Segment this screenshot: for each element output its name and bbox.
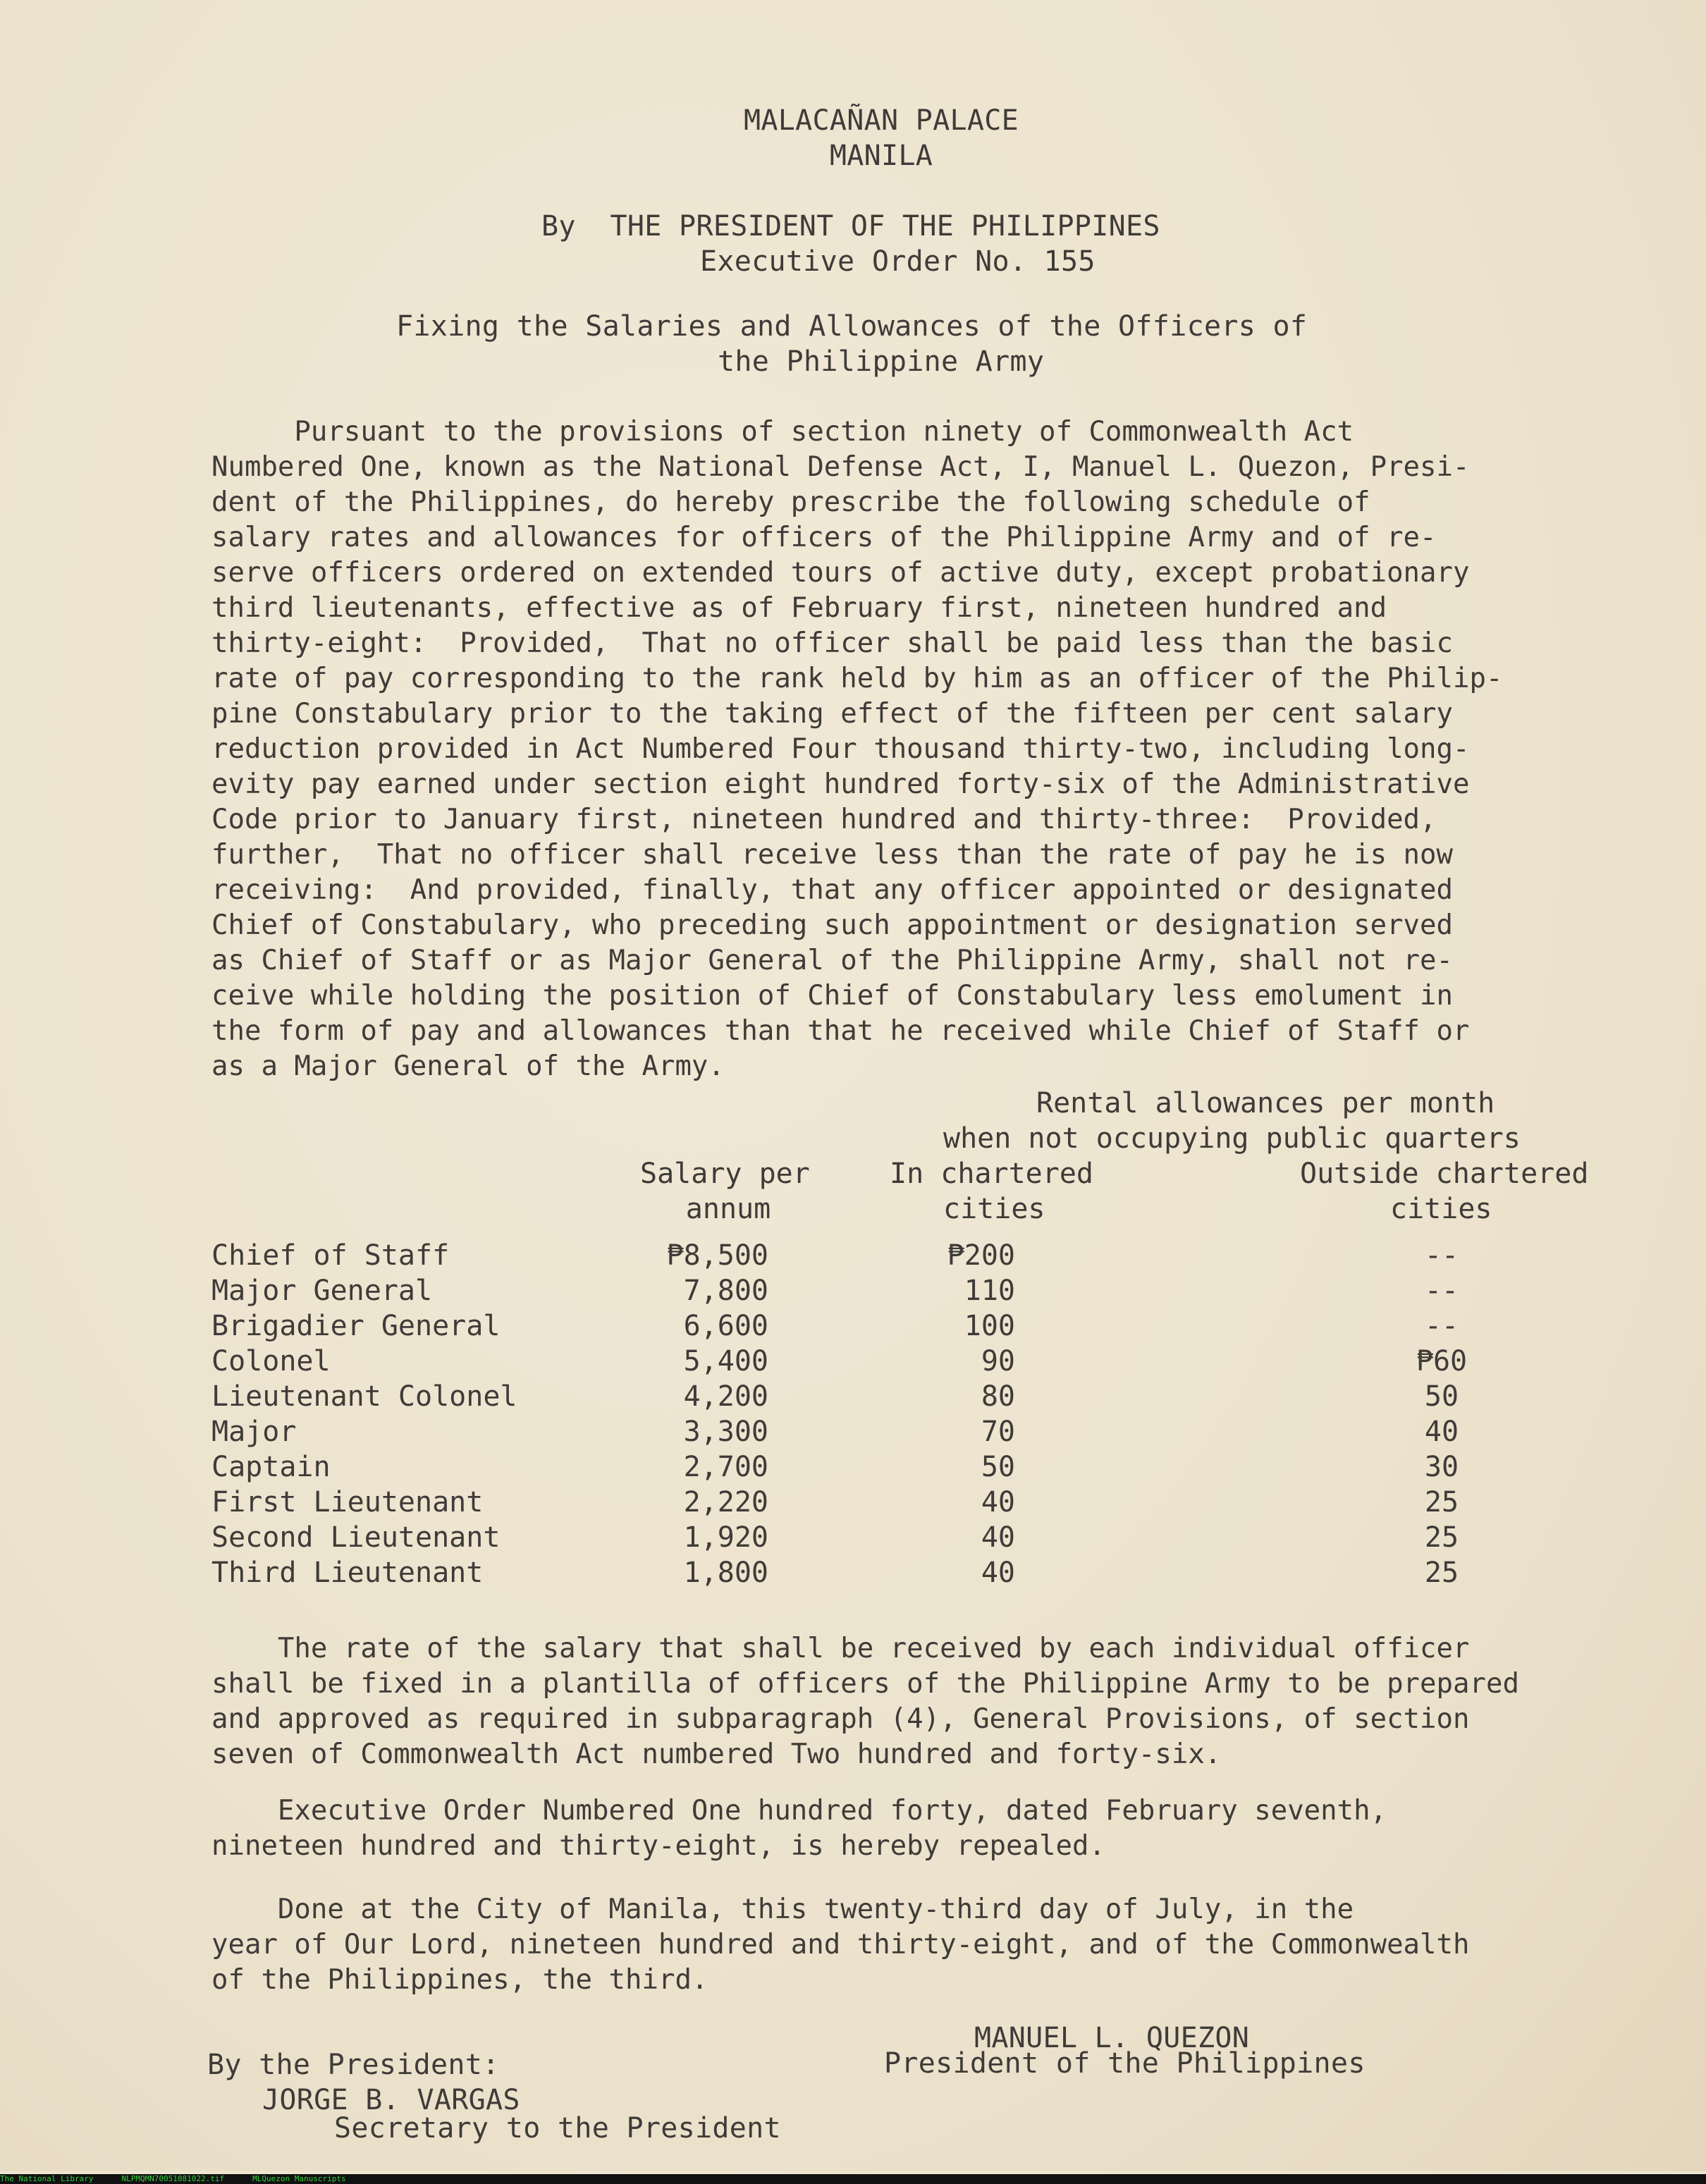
paragraph-line: as Chief of Staff or as Major General of the Philippine Army, shall not re- <box>211 945 1453 976</box>
outside-header-2: cities <box>1390 1193 1492 1225</box>
salary-cell: 7,800 <box>683 1275 768 1307</box>
rank-cell: Colonel <box>211 1345 331 1378</box>
in-city-cell: 70 <box>981 1416 1015 1448</box>
outside-cell: 40 <box>1424 1416 1459 1448</box>
outside-header-1: Outside chartered <box>1300 1158 1589 1190</box>
outside-cell: 50 <box>1424 1380 1459 1413</box>
in-city-header-1: In chartered <box>890 1158 1093 1190</box>
paragraph-line: Code prior to January first, nineteen hundred and thirty-three: Provided, <box>211 804 1437 835</box>
rank-cell: Captain <box>211 1451 331 1483</box>
paragraph-line: Executive Order Numbered One hundred forty, dated February seventh, <box>211 1795 1387 1827</box>
rank-cell: Third Lieutenant <box>211 1557 484 1589</box>
collection-label: MLQuezon Manuscripts <box>252 2174 346 2183</box>
city-heading: MANILA <box>829 140 933 172</box>
paragraph-line: seven of Commonwealth Act numbered Two hundred and forty-six. <box>211 1738 1222 1770</box>
paragraph-line: evity pay earned under section eight hundred forty-six of the Administrative <box>211 768 1470 800</box>
paragraph-line: as a Major General of the Army. <box>211 1050 725 1082</box>
rank-cell: First Lieutenant <box>211 1486 484 1519</box>
paragraph-line: reduction provided in Act Numbered Four thousand thirty-two, including long- <box>211 733 1470 765</box>
in-city-cell: ₱200 <box>947 1239 1015 1272</box>
in-city-cell: 40 <box>981 1521 1015 1554</box>
paragraph-line: ceive while holding the position of Chief of Constabulary less emolument in <box>211 980 1453 1012</box>
outside-cell: -- <box>1424 1275 1459 1307</box>
paragraph-line: serve officers ordered on extended tours of active duty, except probationary <box>211 557 1470 589</box>
paragraph-line: receiving: And provided, finally, that any officer appointed or designated <box>211 874 1453 906</box>
paragraph-line: third lieutenants, effective as of February first, nineteen hundred and <box>211 592 1387 624</box>
paragraph-line: The rate of the salary that shall be received by each individual officer <box>211 1633 1470 1664</box>
rental-header-2: when not occupying public quarters <box>943 1122 1521 1155</box>
by-line: By THE PRESIDENT OF THE PHILIPPINES <box>541 210 1160 243</box>
library-label: The National Library <box>0 2174 94 2183</box>
paragraph-line: shall be fixed in a plantilla of officers of the Philippine Army to be prepared <box>211 1668 1519 1700</box>
paragraph-line: year of Our Lord, nineteen hundred and thirty-eight, and of the Commonwealth <box>211 1929 1470 1961</box>
rental-header-1: Rental allowances per month <box>1036 1087 1495 1119</box>
in-city-cell: 100 <box>964 1310 1015 1342</box>
rank-cell: Major <box>211 1416 297 1448</box>
salary-cell: 1,800 <box>683 1557 768 1589</box>
title-line-1: Fixing the Salaries and Allowances of the Officers of <box>396 310 1308 343</box>
paragraph-line: pine Constabulary prior to the taking effect of the fifteen per cent salary <box>211 698 1453 730</box>
title-line-2: the Philippine Army <box>718 345 1045 378</box>
salary-cell: 2,220 <box>683 1486 768 1519</box>
salary-cell: 4,200 <box>683 1380 768 1413</box>
rank-cell: Brigadier General <box>211 1310 501 1342</box>
salary-cell: 6,600 <box>683 1310 768 1342</box>
paragraph-line: nineteen hundred and thirty-eight, is hereby repealed. <box>211 1830 1105 1862</box>
salary-cell: ₱8,500 <box>666 1239 768 1272</box>
in-city-header-2: cities <box>943 1193 1045 1225</box>
outside-cell: 30 <box>1424 1451 1459 1483</box>
order-number: Executive Order No. 155 <box>700 245 1096 278</box>
outside-cell: 25 <box>1424 1521 1459 1554</box>
paragraph-line: Pursuant to the provisions of section ninety of Commonwealth Act <box>211 416 1354 448</box>
salary-cell: 3,300 <box>683 1416 768 1448</box>
paragraph-line: dent of the Philippines, do hereby prescribe the following schedule of <box>211 486 1370 518</box>
paragraph-line: rate of pay corresponding to the rank held by him as an officer of the Philip- <box>211 663 1503 694</box>
paragraph-line: and approved as required in subparagraph (4), General Provisions, of section <box>211 1703 1470 1735</box>
rank-cell: Chief of Staff <box>211 1239 450 1272</box>
file-label: NLPMQMN70051081022.tif <box>121 2174 225 2183</box>
in-city-cell: 80 <box>981 1380 1015 1413</box>
secretary-title: Secretary to the President <box>334 2112 781 2145</box>
salary-cell: 5,400 <box>683 1345 768 1378</box>
secretary-name: JORGE B. VARGAS <box>262 2084 520 2116</box>
outside-cell: 25 <box>1424 1557 1459 1589</box>
paragraph-line: further, That no officer shall receive less than the rate of pay he is now <box>211 839 1453 871</box>
paragraph-line: Chief of Constabulary, who preceding such appointment or designation served <box>211 909 1453 941</box>
outside-cell: 25 <box>1424 1486 1459 1519</box>
paragraph-line: salary rates and allowances for officers of the Philippine Army and of re- <box>211 522 1437 553</box>
in-city-cell: 50 <box>981 1451 1015 1483</box>
in-city-cell: 90 <box>981 1345 1015 1378</box>
rank-cell: Major General <box>211 1275 433 1307</box>
salary-header-2: annum <box>685 1193 771 1225</box>
in-city-cell: 40 <box>981 1486 1015 1519</box>
outside-cell: -- <box>1424 1239 1459 1272</box>
rank-cell: Second Lieutenant <box>211 1521 501 1554</box>
in-city-cell: 40 <box>981 1557 1015 1589</box>
paragraph-line: the form of pay and allowances than that he received while Chief of Staff or <box>211 1015 1470 1047</box>
salary-cell: 2,700 <box>683 1451 768 1483</box>
salary-header-1: Salary per <box>640 1158 810 1190</box>
paragraph-line: thirty-eight: Provided, That no officer shall be paid less than the basic <box>211 627 1453 659</box>
paragraph-line: Done at the City of Manila, this twenty-third day of July, in the <box>211 1894 1354 1925</box>
outside-cell: ₱60 <box>1416 1345 1468 1378</box>
salary-cell: 1,920 <box>683 1521 768 1554</box>
rank-cell: Lieutenant Colonel <box>211 1380 517 1413</box>
paragraph-line: Numbered One, known as the National Defense Act, I, Manuel L. Quezon, Presi- <box>211 451 1470 483</box>
president-title: President of the Philippines <box>884 2047 1366 2080</box>
palace-heading: MALACAÑAN PALACE <box>743 104 1019 137</box>
paragraph-line: of the Philippines, the third. <box>211 1964 708 1996</box>
president-name: MANUEL L. QUEZON <box>974 2022 1250 2054</box>
scan-footer-strip <box>0 2174 1706 2184</box>
outside-cell: -- <box>1424 1310 1459 1342</box>
by-the-president: By the President: <box>207 2049 500 2081</box>
in-city-cell: 110 <box>964 1275 1015 1307</box>
